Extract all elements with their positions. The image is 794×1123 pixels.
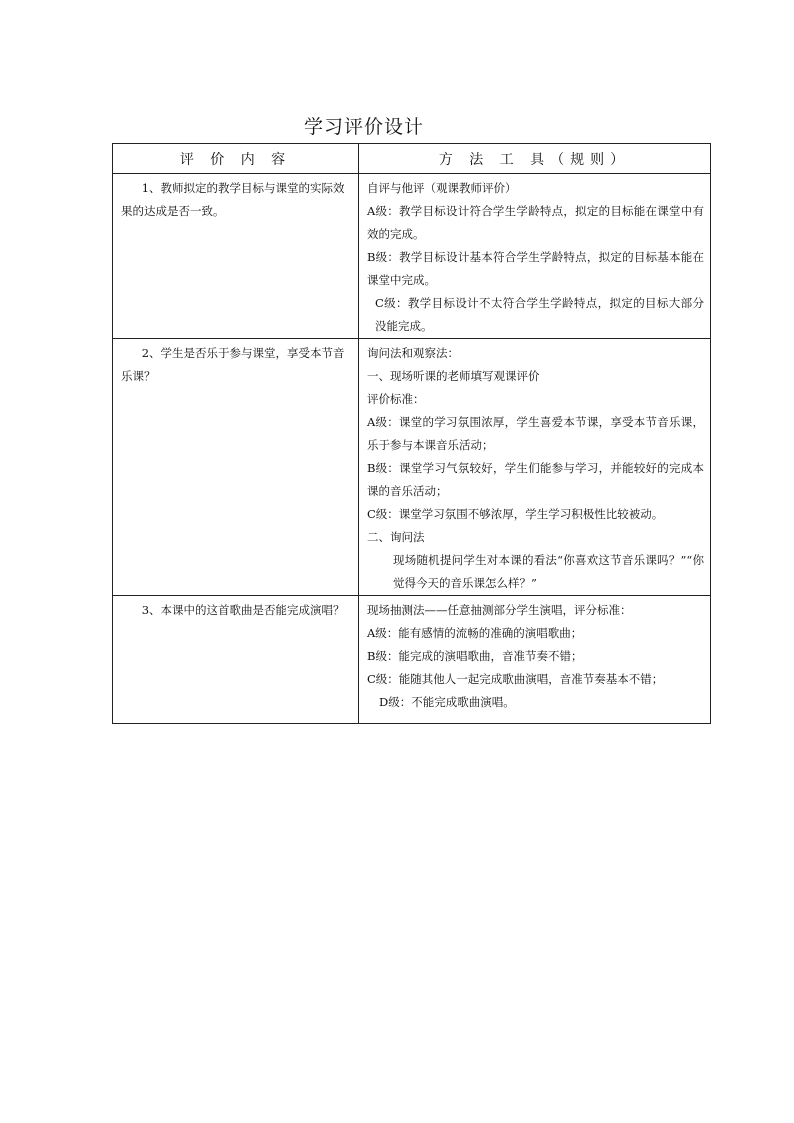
table-row — [113, 174, 711, 339]
question-cell: 3、本课中的这首歌曲是否能完成演唱？ — [113, 596, 359, 724]
header-method: 方 法 工 具（规则） — [359, 144, 711, 174]
method-line: C级：教学目标设计不太符合学生学龄特点，拟定的目标大部分没能完成。 — [375, 296, 704, 333]
method-line: 自评与他评（观课教师评价） — [367, 181, 517, 195]
evaluation-table — [112, 143, 711, 724]
method-line: 评价标准： — [367, 392, 425, 406]
method-line: B级：教学目标设计基本符合学生学龄特点，拟定的目标基本能在课堂中完成。 — [367, 250, 704, 287]
method-line: A级：课堂的学习氛围浓厚，学生喜爱本节课，享受本节音乐课，乐于参与本课音乐活动； — [367, 415, 704, 452]
method-line: A级：教学目标设计符合学生学龄特点，拟定的目标能在课堂中有效的完成。 — [367, 204, 704, 241]
method-line: 现场抽测法——任意抽测部分学生演唱，评分标准： — [367, 603, 632, 617]
table-row — [113, 596, 711, 724]
method-line: 现场随机提问学生对本课的看法“你喜欢这节音乐课吗？”“你觉得今天的音乐课怎么样？” — [393, 553, 704, 590]
method-line: B级：能完成的演唱歌曲，音准节奏不错； — [367, 649, 583, 663]
question-cell: 2、学生是否乐于参与课堂，享受本节音乐课？ — [113, 339, 359, 596]
table-row — [113, 339, 711, 596]
method-cell — [359, 339, 711, 596]
document-title: 学习评价设计 — [304, 116, 425, 138]
method-line: 询问法和观察法： — [367, 346, 459, 360]
method-cell — [359, 174, 711, 339]
method-line: A级：能有感情的流畅的准确的演唱歌曲； — [367, 626, 583, 640]
method-cell — [359, 596, 711, 724]
question-cell: 1、教师拟定的教学目标与课堂的实际效果的达成是否一致。 — [113, 174, 359, 339]
method-line: B级：课堂学习气氛较好，学生们能参与学习，并能较好的完成本课的音乐活动； — [367, 461, 704, 498]
method-line: 一、现场听课的老师填写观课评价 — [367, 369, 540, 383]
method-line: C级：课堂学习氛围不够浓厚，学生学习积极性比较被动。 — [367, 507, 664, 521]
method-line: 二、询问法 — [367, 530, 425, 544]
method-line: C级：能随其他人一起完成歌曲演唱，音准节奏基本不错； — [367, 672, 664, 686]
header-content: 评 价 内 容 — [113, 144, 359, 174]
method-line: D级：不能完成歌曲演唱。 — [379, 695, 515, 709]
table-header-row — [113, 144, 711, 174]
